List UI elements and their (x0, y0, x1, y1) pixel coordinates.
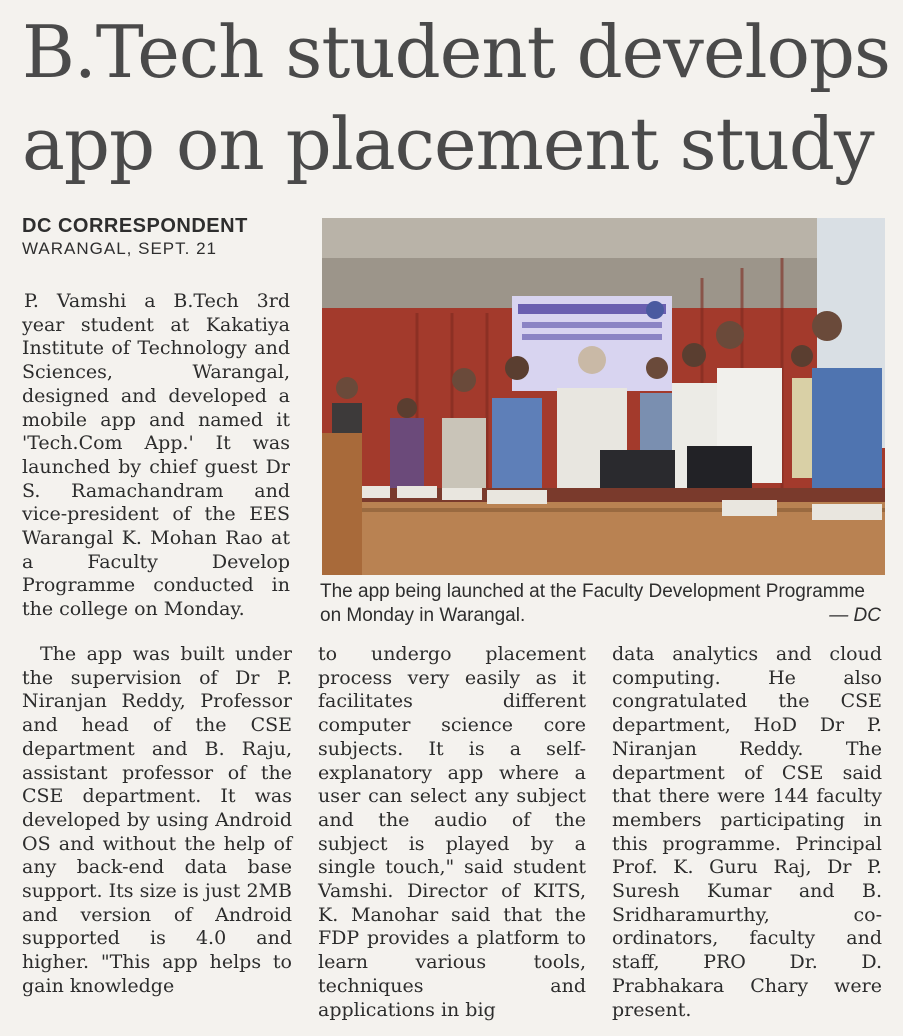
news-photo (322, 218, 885, 575)
column-1 (22, 643, 292, 999)
byline: DC CORRESPONDENT (22, 215, 248, 237)
column-3-text: data analytics and cloud computing. He also congratulated the CSE department, HoD Dr P. Niranjan Reddy. The department of CSE said that there were 144 faculty members participating in this programme. Principal Prof. K. Guru Raj, Dr P. Suresh Kumar and B. Sridharamurthy, co-ordinators, faculty and staff, PRO Dr. D. Prabhakara Chary were present. (612, 643, 882, 1021)
byline-block (22, 214, 248, 260)
column-2 (318, 643, 586, 1022)
headline: B.Tech student develops app on placement study (22, 10, 890, 186)
photo-caption (320, 580, 885, 628)
news-photo-illustration (322, 218, 885, 575)
dateline: WARANGAL, SEPT. 21 (22, 239, 217, 258)
lead-paragraph: P. Vamshi a B.Tech 3rd year student at Kakatiya Institute of Technology and Sciences, Warangal, designed and developed a mobile app and named it 'Tech.Com App.' It was launched by chief guest Dr S. Ramachandram and vice-president of the EES Warangal K. Mohan Rao at a Faculty Develop Programme conducted in the college on Monday. (22, 290, 290, 621)
column-2-text: to undergo placement process very easily as it facilitates different computer science core subjects. It is a self-explanatory app where a user can select any subject and the audio of the subject is played by a single touch," said student Vamshi. Director of KITS, K. Manohar said that the FDP provides a platform to learn various tools, techniques and applications in big (318, 643, 586, 1021)
caption-text: The app being launched at the Faculty Development Programme on Monday in Warangal. (320, 581, 865, 626)
column-3 (612, 643, 882, 1022)
column-1-text: The app was built under the supervision of Dr P. Niranjan Reddy, Professor and head of the CSE department and B. Raju, assistant professor of the CSE department. It was developed by using Android OS and without the help of any back-end data base support. Its size is just 2MB and version of Android supported is 4.0 and higher. "This app helps to gain knowledge (22, 643, 292, 997)
photo-credit: — DC (829, 605, 881, 626)
